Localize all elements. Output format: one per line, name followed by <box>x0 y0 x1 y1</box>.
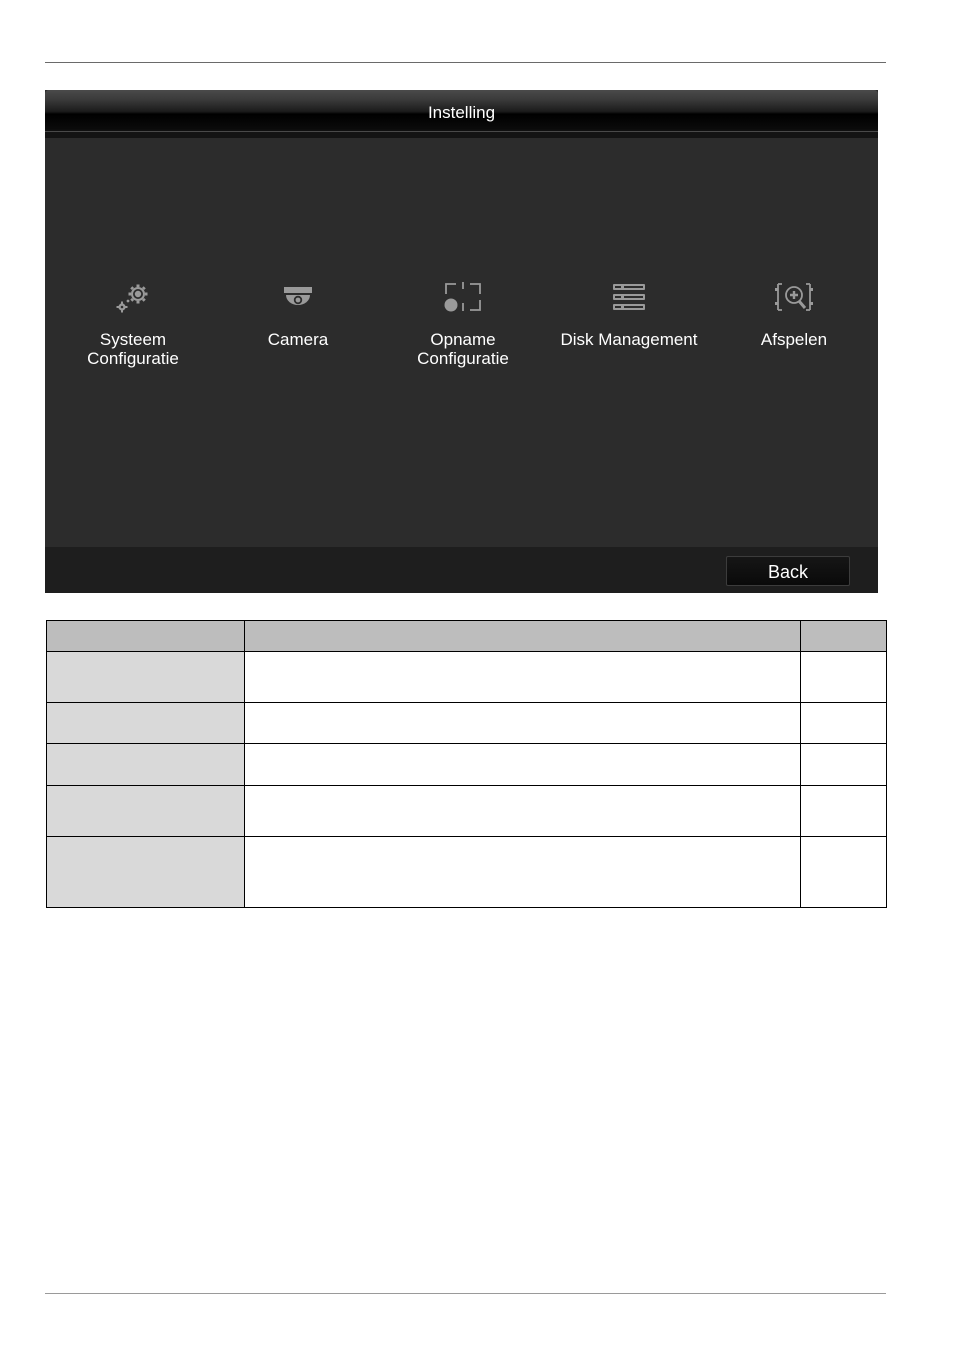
bottom-rule <box>45 1293 886 1294</box>
table-header-cell <box>801 621 887 652</box>
table-row <box>47 837 887 908</box>
table-cell <box>245 837 801 908</box>
table-header-cell <box>245 621 801 652</box>
menu-item-record-configuration[interactable] <box>378 280 548 368</box>
table-cell <box>801 744 887 786</box>
table-row <box>47 786 887 837</box>
footer-bar <box>45 547 878 593</box>
back-button[interactable]: Back <box>726 556 850 586</box>
menu-item-label: Disk Management <box>560 330 698 349</box>
settings-window <box>45 90 878 593</box>
table-row <box>47 744 887 786</box>
table-header-cell <box>47 621 245 652</box>
top-rule <box>45 62 886 63</box>
playback-search-icon <box>772 280 816 316</box>
table-cell <box>801 837 887 908</box>
table-cell <box>47 744 245 786</box>
table-cell <box>801 703 887 744</box>
table-cell <box>245 652 801 703</box>
menu-item-label: Opname Configuratie <box>417 330 509 368</box>
table-cell <box>245 786 801 837</box>
menu-item-camera[interactable] <box>213 280 383 349</box>
table-cell <box>801 652 887 703</box>
table-cell <box>245 744 801 786</box>
table-cell <box>47 703 245 744</box>
table-cell <box>47 786 245 837</box>
system-settings-gears-icon <box>111 280 155 316</box>
hard-disk-stack-icon <box>607 280 651 316</box>
title-bar <box>45 90 878 138</box>
table-row <box>47 652 887 703</box>
menu-item-label: Systeem Configuratie <box>87 330 179 368</box>
table-header-row <box>47 621 887 652</box>
menu-item-label: Camera <box>267 330 329 349</box>
table-cell <box>245 703 801 744</box>
window-title: Instelling <box>427 103 496 122</box>
table-cell <box>47 837 245 908</box>
table-cell <box>47 652 245 703</box>
menu-item-disk-management[interactable] <box>544 280 714 349</box>
dome-camera-icon <box>276 280 320 316</box>
menu-item-playback[interactable] <box>709 280 878 349</box>
record-configuration-icon <box>441 280 485 316</box>
table-cell <box>801 786 887 837</box>
menu-item-label: Afspelen <box>760 330 828 349</box>
table-row <box>47 703 887 744</box>
menu-item-system-configuration[interactable] <box>48 280 218 368</box>
info-table <box>46 620 887 908</box>
